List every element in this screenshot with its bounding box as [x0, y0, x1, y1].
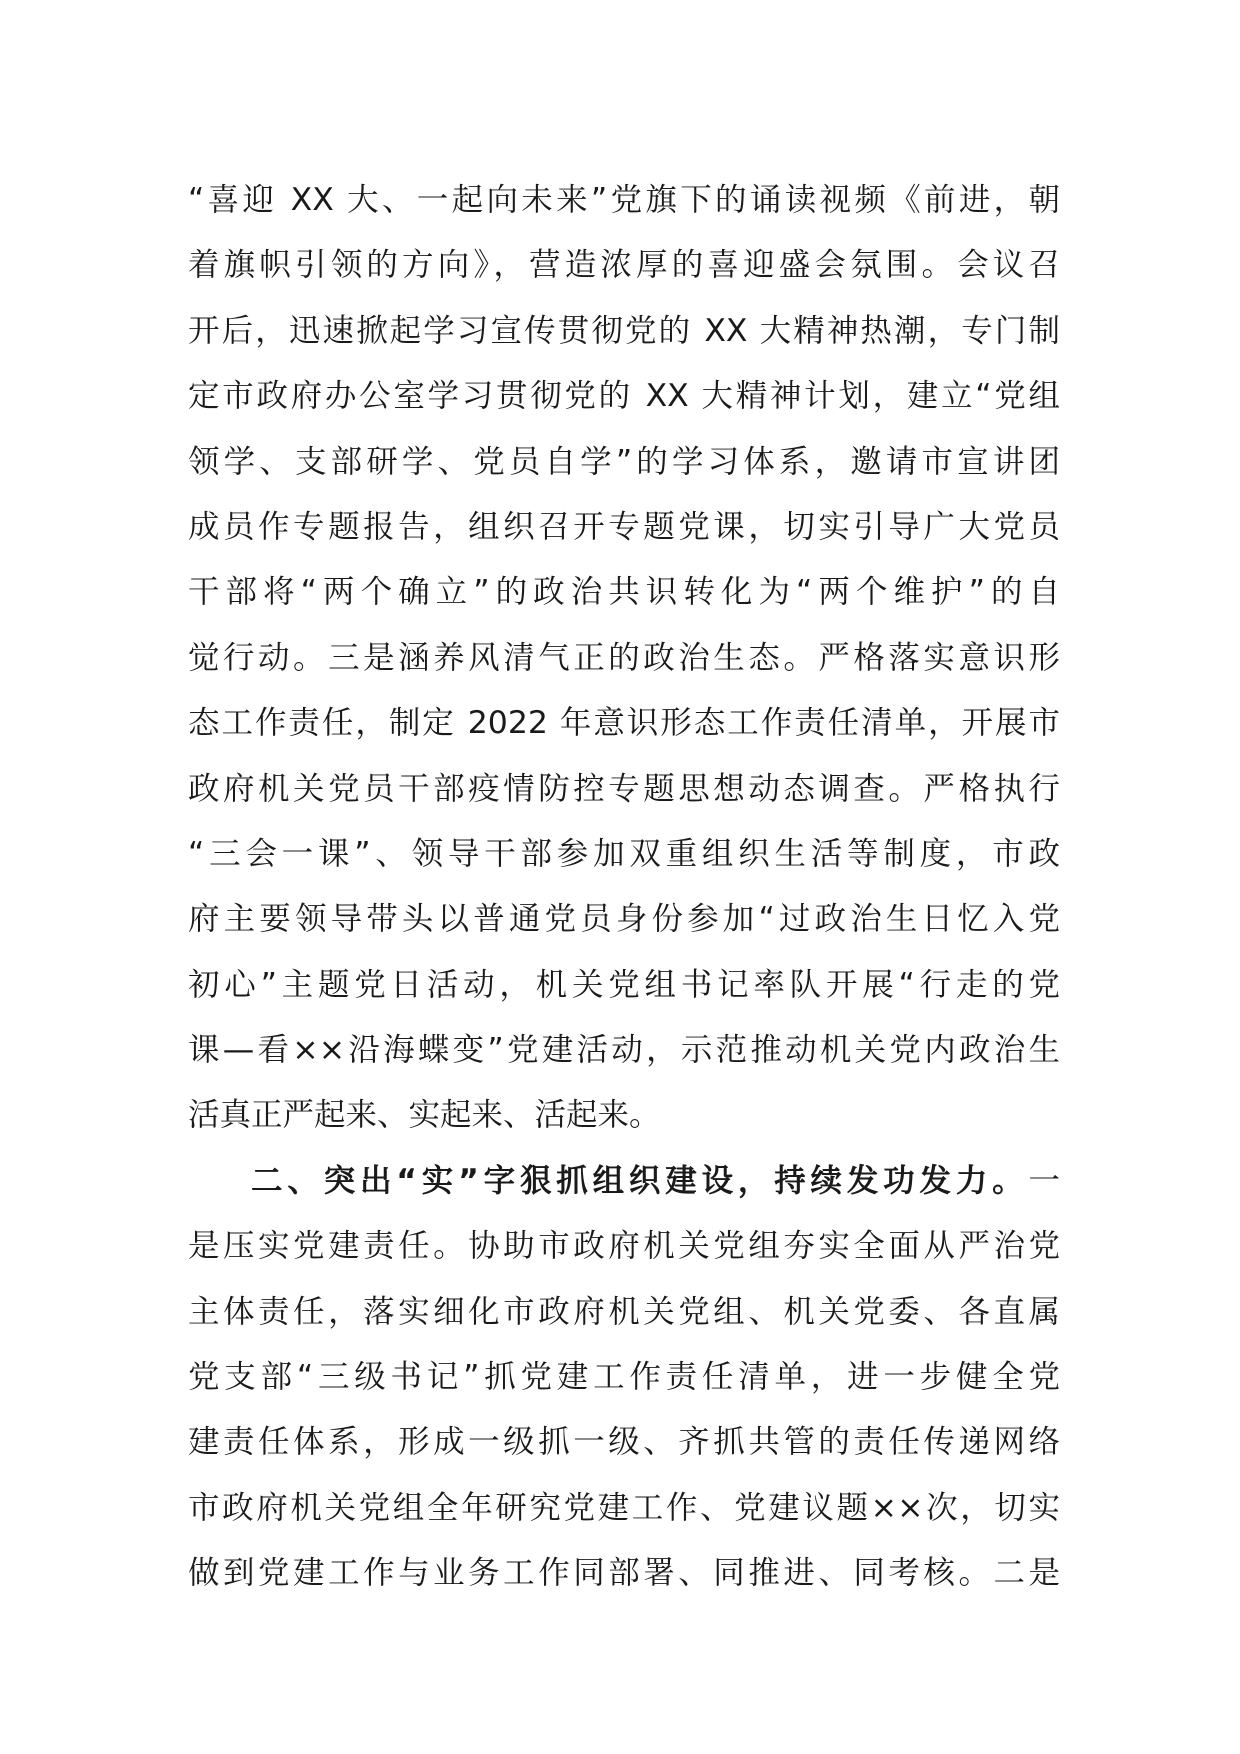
text-line: 党支部“三级书记”抓党建工作责任清单，进一步健全党: [188, 1359, 1060, 1396]
text-fragment: 一: [1028, 1162, 1060, 1199]
text-line: 主体责任，落实细化市政府机关党组、机关党委、各直属: [188, 1293, 1060, 1330]
text-line: 初心”主题党日活动，机关党组书记率队开展“行走的党: [188, 966, 1060, 1003]
text-line: “三会一课”、领导干部参加双重组织生活等制度，市政: [188, 835, 1060, 872]
document-body: [188, 168, 1060, 1607]
section-heading-line: [188, 1149, 1060, 1214]
text-line: 活真正严起来、实起来、活起来。: [188, 1097, 661, 1134]
text-line: 着旗帜引领的方向》，营造浓厚的喜迎盛会氛围。会议召: [188, 247, 1060, 284]
text-line: “喜迎 XX 大、一起向未来”党旗下的诵读视频《前进，朝: [188, 182, 1060, 218]
paragraph-1: [188, 168, 1060, 1149]
text-line: 做到党建工作与业务工作同部署、同推进、同考核。二是: [188, 1555, 1060, 1592]
text-line: 定市政府办公室学习贯彻党的 XX 大精神计划，建立“党组: [188, 378, 1060, 415]
text-line: 市政府机关党组全年研究党建工作、党建议题××次，切实: [188, 1489, 1060, 1526]
text-line: 是压实党建责任。协助市政府机关党组夯实全面从严治党: [188, 1228, 1060, 1265]
text-line: 成员作专题报告，组织召开专题党课，切实引导广大党员: [188, 508, 1060, 545]
text-line: 政府机关党员干部疫情防控专题思想动态调查。严格执行: [188, 770, 1060, 807]
text-line: 领学、支部研学、党员自学”的学习体系，邀请市宣讲团: [188, 443, 1060, 480]
text-line: 觉行动。三是涵养风清气正的政治生态。严格落实意识形: [188, 639, 1060, 676]
text-line: 府主要领导带头以普通党员身份参加“过政治生日忆入党: [188, 901, 1060, 938]
text-line: 态工作责任，制定 2022 年意识形态工作责任清单，开展市: [188, 705, 1060, 742]
section-heading: 二、突出“实”字狠抓组织建设，持续发功发力。: [251, 1162, 1029, 1199]
text-line: 干部将“两个确立”的政治共识转化为“两个维护”的自: [188, 574, 1060, 611]
text-line: 开后，迅速掀起学习宣传贯彻党的 XX 大精神热潮，专门制: [188, 312, 1060, 349]
paragraph-2: [188, 1149, 1060, 1607]
text-line: 课—看××沿海蝶变”党建活动，示范推动机关党内政治生: [188, 1032, 1060, 1069]
text-line: 建责任体系，形成一级抓一级、齐抓共管的责任传递网络: [188, 1424, 1060, 1461]
